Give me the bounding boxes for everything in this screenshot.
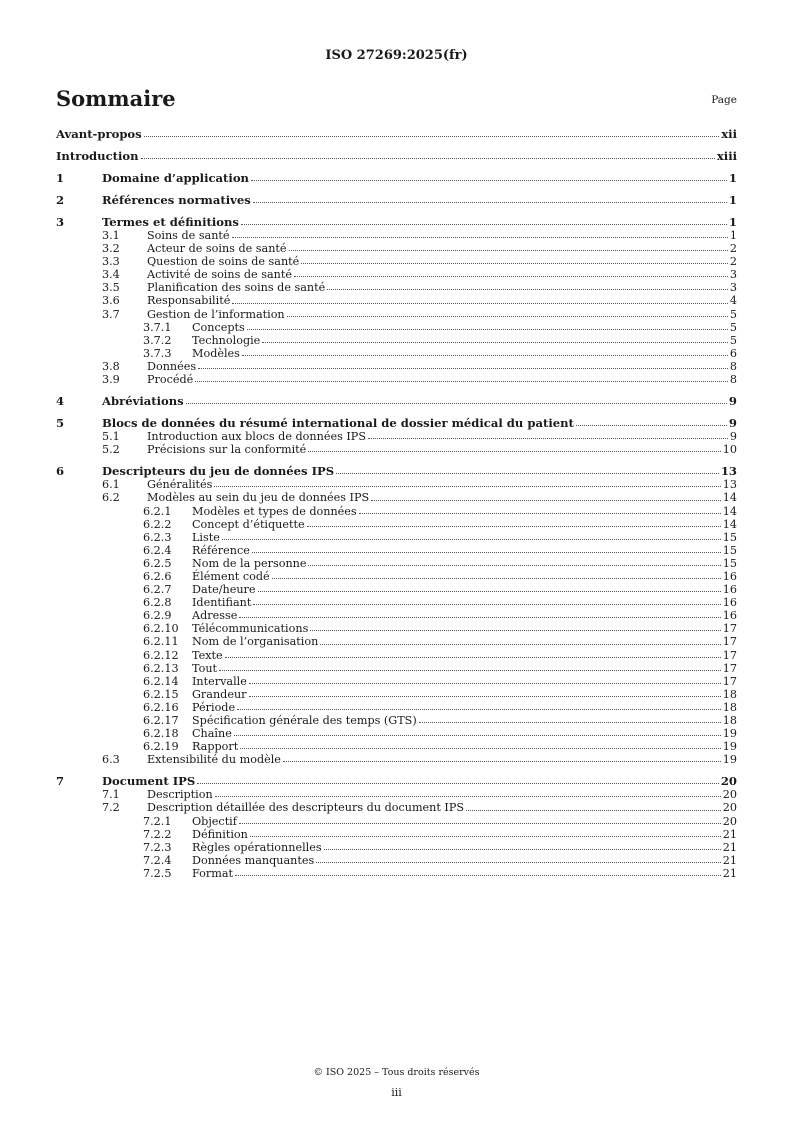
toc-entry-number: 6.2.3 — [143, 530, 172, 544]
dot-leader — [252, 552, 721, 553]
toc-entry-number: 3.9 — [102, 373, 120, 387]
toc-entry-number: 6.2.9 — [143, 609, 172, 623]
dot-leader — [308, 565, 720, 566]
toc-entry-title: Spécification générale des temps (GTS) — [192, 714, 417, 727]
toc-entry-title: Domaine d’application — [102, 171, 249, 185]
toc-entry-number: 7.2.1 — [143, 814, 172, 828]
toc-entry-number: 3.7.3 — [143, 346, 172, 360]
toc-entry-number: 6.2.13 — [143, 661, 179, 675]
toc-entry-title: Références normatives — [102, 193, 251, 207]
toc-entry-page: 5 — [729, 320, 737, 334]
toc-entry-number: 6.2.10 — [143, 622, 179, 636]
dot-leader — [308, 451, 720, 452]
toc-entry-page: 2 — [729, 242, 737, 256]
dot-leader — [237, 709, 721, 710]
toc-entry-title: Liste — [192, 530, 220, 544]
dot-leader — [144, 136, 720, 137]
toc-entry-number: 4 — [56, 394, 65, 409]
toc-entry[interactable] — [56, 229, 737, 242]
toc-entry-number: 6.2.15 — [143, 687, 179, 701]
toc-entry-number: 5.1 — [102, 430, 120, 444]
dot-leader — [371, 500, 721, 501]
dot-leader — [195, 381, 728, 382]
toc-entry-title: Soins de santé — [147, 229, 230, 242]
toc-entry-page: 14 — [722, 491, 737, 505]
dot-leader — [272, 578, 721, 579]
dot-leader — [327, 289, 728, 290]
toc-entry-number: 6.2.7 — [143, 583, 172, 597]
toc-entry-title: Description détaillée des descripteurs du document IPS — [147, 801, 465, 815]
dot-leader — [242, 355, 728, 356]
dot-leader — [294, 276, 728, 277]
dot-leader — [247, 329, 728, 330]
toc-entry[interactable] — [56, 416, 737, 430]
dot-leader — [197, 783, 719, 784]
toc-entry-number: 5.2 — [102, 443, 120, 457]
toc-entry-page: 19 — [722, 727, 737, 741]
toc-entry-title: Rapport — [192, 740, 239, 754]
toc-entry-page: 21 — [722, 853, 737, 867]
toc-entry-page: 20 — [722, 801, 737, 815]
toc-entry-number: 6.2 — [102, 491, 120, 505]
toc-entry-title: Nom de la personne — [192, 556, 307, 570]
toc-entry-page: 13 — [720, 464, 737, 479]
toc-entry[interactable] — [56, 215, 737, 229]
toc-entry-page: 20 — [720, 774, 737, 789]
toc-entry[interactable] — [56, 491, 737, 504]
toc-entry-title: Concept d’étiquette — [192, 517, 305, 531]
dot-leader — [241, 224, 727, 225]
toc-entry-title: Règles opérationnelles — [192, 840, 322, 854]
toc-entry-page: 5 — [729, 307, 737, 321]
footer-copyright: © ISO 2025 – Tous droits réservés — [313, 1067, 480, 1078]
toc-entry[interactable] — [56, 478, 737, 491]
toc-entry-title: Technologie — [192, 333, 261, 347]
toc-entry-page: 16 — [722, 596, 737, 610]
toc-entry[interactable] — [56, 609, 737, 622]
toc-entry-page: 21 — [722, 866, 737, 880]
dot-leader — [219, 670, 721, 671]
toc-entry-title: Descripteurs du jeu de données IPS — [102, 464, 335, 479]
toc-entry-number: 6.2.1 — [143, 504, 172, 518]
toc-entry[interactable] — [56, 740, 737, 753]
dot-leader — [359, 513, 721, 514]
toc-entry-number: 6.2.14 — [143, 674, 179, 688]
toc-entry[interactable] — [56, 171, 737, 185]
toc-entry-title: Texte — [192, 648, 223, 662]
toc-entry-page: 1 — [728, 171, 737, 185]
toc-entry-title: Document IPS — [102, 774, 196, 789]
toc-entry[interactable] — [56, 193, 737, 207]
toc-entry-page: 3 — [729, 281, 737, 295]
toc-entry-page: 1 — [728, 193, 737, 207]
toc-entry[interactable] — [56, 127, 737, 141]
toc-entry-title: Gestion de l’information — [147, 307, 285, 321]
toc-entry-page: 20 — [722, 788, 737, 802]
toc-entry-number: 6.2.11 — [143, 635, 179, 649]
toc-entry-page: 18 — [722, 687, 737, 701]
toc-entry-number: 7.2 — [102, 801, 120, 815]
toc-entry-number: 6.2.12 — [143, 648, 179, 662]
toc-entry-page: 15 — [722, 530, 737, 544]
toc-entry-title: Activité de soins de santé — [147, 268, 292, 282]
toc-entry-page: 16 — [722, 583, 737, 597]
toc-entry-page: 9 — [728, 394, 737, 409]
toc-entry-page: 18 — [722, 700, 737, 714]
dot-leader — [198, 368, 728, 369]
toc-entry-number: 6.2.19 — [143, 740, 179, 754]
toc-entry[interactable] — [56, 394, 737, 408]
toc-entry-title: Termes et définitions — [102, 215, 239, 229]
toc-entry-title: Données — [147, 359, 197, 373]
toc-entry-title: Précisions sur la conformité — [147, 443, 307, 457]
toc-entry-title: Télécommunications — [192, 622, 309, 636]
toc-entry-page: 1 — [729, 229, 737, 242]
toc-entry-title: Intervalle — [192, 674, 247, 688]
toc-entry-page: 9 — [729, 430, 737, 444]
toc-entry-page: 16 — [722, 569, 737, 583]
toc-entry-page: 1 — [728, 215, 737, 229]
toc-entry[interactable] — [56, 531, 737, 544]
toc-entry-number: 7.2.4 — [143, 853, 172, 867]
toc-entry-number: 3.4 — [102, 268, 120, 282]
toc-entry-number: 3.5 — [102, 281, 120, 295]
toc-entry-page: 17 — [722, 622, 737, 636]
toc-entry[interactable] — [56, 443, 737, 456]
toc-entry-title: Adresse — [192, 609, 238, 623]
toc-entry-title: Responsabilité — [147, 294, 231, 308]
toc-entry[interactable] — [56, 701, 737, 714]
toc-entry[interactable] — [56, 360, 737, 373]
dot-leader — [215, 796, 721, 797]
toc-entry[interactable] — [56, 268, 737, 281]
toc-entry-number: 3.7 — [102, 307, 120, 321]
dot-leader — [283, 761, 721, 762]
toc-entry[interactable] — [56, 544, 737, 557]
toc-entry-title: Objectif — [192, 814, 237, 828]
dot-leader — [419, 722, 721, 723]
dot-leader — [251, 180, 727, 181]
dot-leader — [289, 250, 728, 251]
table-of-contents — [56, 127, 737, 880]
toc-entry-page: xiii — [716, 149, 737, 163]
toc-entry-number: 6.2.8 — [143, 596, 172, 610]
toc-entry-title: Référence — [192, 543, 250, 557]
toc-entry-number: 7.1 — [102, 788, 120, 802]
toc-entry-number: 6 — [56, 464, 65, 479]
toc-entry-title: Extensibilité du modèle — [147, 753, 281, 767]
toc-entry-page: 9 — [728, 416, 737, 431]
footer-page-number: iii — [391, 1086, 402, 1099]
toc-entry-page: 21 — [722, 827, 737, 841]
dot-leader — [250, 836, 721, 837]
toc-entry-page: 18 — [722, 714, 737, 727]
toc-entry-title: Généralités — [147, 478, 213, 492]
toc-entry-title: Modèles et types de données — [192, 504, 357, 518]
toc-entry-number: 6.1 — [102, 478, 120, 492]
toc-entry-page: 15 — [722, 556, 737, 570]
toc-entry[interactable] — [56, 841, 737, 854]
toc-entry-title: Procédé — [147, 373, 194, 387]
dot-leader — [466, 810, 721, 811]
toc-entry[interactable] — [56, 347, 737, 360]
toc-entry-number: 3.6 — [102, 294, 120, 308]
toc-entry[interactable] — [56, 815, 737, 828]
toc-entry-title: Description — [147, 788, 213, 802]
toc-entry-number: 3.8 — [102, 359, 120, 373]
toc-entry[interactable] — [56, 867, 737, 880]
toc-entry-number: 6.2.16 — [143, 700, 179, 714]
dot-leader — [214, 486, 720, 487]
toc-entry[interactable] — [56, 464, 737, 478]
dot-leader — [141, 158, 715, 159]
toc-entry[interactable] — [56, 662, 737, 675]
toc-entry-title: Modèles au sein du jeu de données IPS — [147, 491, 370, 505]
dot-leader — [253, 604, 720, 605]
toc-entry-page: 6 — [729, 346, 737, 360]
page-column-label: Page — [711, 94, 737, 106]
toc-entry-number: 6.2.2 — [143, 517, 172, 531]
toc-entry-page: 3 — [729, 268, 737, 282]
dot-leader — [253, 202, 727, 203]
toc-entry[interactable] — [56, 430, 737, 443]
toc-entry-title: Élément codé — [192, 569, 270, 583]
toc-entry-page: 16 — [722, 609, 737, 623]
toc-entry-page: 5 — [729, 333, 737, 347]
toc-entry[interactable] — [56, 518, 737, 531]
dot-leader — [576, 425, 727, 426]
toc-entry-number: 2 — [56, 193, 65, 207]
dot-leader — [262, 342, 728, 343]
toc-entry-number: 6.2.6 — [143, 569, 172, 583]
toc-entry[interactable] — [56, 557, 737, 570]
toc-entry-number: 3.7.1 — [143, 320, 172, 334]
dot-leader — [301, 263, 728, 264]
dot-leader — [235, 875, 721, 876]
toc-entry[interactable] — [56, 334, 737, 347]
dot-leader — [239, 823, 721, 824]
toc-entry[interactable] — [56, 774, 737, 788]
toc-entry-number: 3 — [56, 215, 65, 229]
toc-entry-title: Définition — [192, 827, 248, 841]
dot-leader — [368, 438, 728, 439]
toc-entry-page: 17 — [722, 674, 737, 688]
dot-leader — [234, 735, 721, 736]
title-row — [56, 86, 737, 114]
dot-leader — [336, 473, 719, 474]
toc-entry[interactable] — [56, 294, 737, 307]
toc-entry-page: 17 — [722, 635, 737, 649]
dot-leader — [287, 316, 728, 317]
toc-entry-number: 6.2.17 — [143, 714, 179, 727]
toc-entry-number: 7.2.5 — [143, 866, 172, 880]
toc-entry[interactable] — [56, 242, 737, 255]
toc-entry[interactable] — [56, 373, 737, 386]
toc-entry-page: 20 — [722, 814, 737, 828]
toc-entry[interactable] — [56, 505, 737, 518]
toc-entry-title: Modèles — [192, 346, 240, 360]
toc-entry-page: 10 — [722, 443, 737, 457]
page-title: Sommaire — [56, 86, 176, 111]
toc-entry-number: 1 — [56, 171, 65, 185]
toc-entry-page: 17 — [722, 648, 737, 662]
toc-entry[interactable] — [56, 570, 737, 583]
dot-leader — [320, 644, 720, 645]
dot-leader — [232, 303, 728, 304]
toc-entry-page: 17 — [722, 661, 737, 675]
dot-leader — [310, 630, 720, 631]
toc-entry-page: 15 — [722, 543, 737, 557]
toc-entry-page: 14 — [722, 504, 737, 518]
toc-entry-title: Période — [192, 700, 236, 714]
toc-entry[interactable] — [56, 649, 737, 662]
toc-entry[interactable] — [56, 622, 737, 635]
toc-entry-page: 19 — [722, 740, 737, 754]
dot-leader — [222, 539, 721, 540]
toc-entry[interactable] — [56, 714, 737, 727]
toc-entry[interactable] — [56, 149, 737, 163]
toc-entry[interactable] — [56, 596, 737, 609]
toc-entry-title: Chaîne — [192, 727, 232, 741]
dot-leader — [240, 748, 720, 749]
toc-entry-number: 3.2 — [102, 242, 120, 256]
toc-entry[interactable] — [56, 727, 737, 740]
toc-entry-title: Données manquantes — [192, 853, 315, 867]
toc-entry-title: Abréviations — [102, 394, 184, 409]
toc-entry[interactable] — [56, 583, 737, 596]
toc-entry-title: Introduction aux blocs de données IPS — [147, 430, 366, 444]
dot-leader — [249, 683, 721, 684]
toc-entry-page: 8 — [729, 373, 737, 387]
toc-entry-title: Identifiant — [192, 596, 252, 610]
dot-leader — [324, 849, 721, 850]
dot-leader — [225, 657, 721, 658]
dot-leader — [258, 591, 721, 592]
toc-entry-title: Nom de l’organisation — [192, 635, 319, 649]
toc-entry[interactable] — [56, 675, 737, 688]
toc-entry-number: 6.2.18 — [143, 727, 179, 741]
toc-entry[interactable] — [56, 281, 737, 294]
toc-entry-page: 8 — [729, 359, 737, 373]
dot-leader — [249, 696, 721, 697]
toc-entry-title: Question de soins de santé — [147, 255, 300, 269]
toc-entry-title: Introduction — [56, 149, 139, 163]
toc-entry-number: 7.2.3 — [143, 840, 172, 854]
dot-leader — [232, 237, 728, 238]
toc-entry[interactable] — [56, 801, 737, 814]
toc-entry[interactable] — [56, 788, 737, 801]
toc-entry-page: 13 — [722, 478, 737, 492]
toc-entry[interactable] — [56, 854, 737, 867]
toc-entry-title: Date/heure — [192, 583, 256, 597]
dot-leader — [307, 526, 721, 527]
toc-entry-title: Avant-propos — [56, 127, 142, 141]
toc-entry-title: Grandeur — [192, 687, 247, 701]
toc-entry[interactable] — [56, 753, 737, 766]
document-header: ISO 27269:2025(fr) — [325, 48, 468, 63]
toc-entry-number: 3.1 — [102, 229, 120, 242]
toc-entry-title: Format — [192, 866, 234, 880]
toc-entry-page: 14 — [722, 517, 737, 531]
dot-leader — [186, 403, 727, 404]
toc-entry-page: 21 — [722, 840, 737, 854]
toc-entry-title: Acteur de soins de santé — [147, 242, 287, 256]
toc-entry-number: 6.2.4 — [143, 543, 172, 557]
toc-entry[interactable] — [56, 308, 737, 321]
dot-leader — [239, 617, 720, 618]
toc-entry[interactable] — [56, 828, 737, 841]
toc-entry-page: xii — [721, 127, 737, 141]
toc-entry-title: Concepts — [192, 320, 245, 334]
toc-entry-page: 19 — [722, 753, 737, 767]
toc-entry-number: 6.3 — [102, 753, 120, 767]
toc-entry-number: 3.3 — [102, 255, 120, 269]
toc-entry[interactable] — [56, 635, 737, 648]
toc-entry-number: 7 — [56, 774, 65, 789]
toc-entry-page: 2 — [729, 255, 737, 269]
toc-entry[interactable] — [56, 688, 737, 701]
toc-entry-title: Blocs de données du résumé international de dossier médical du patient — [102, 416, 574, 431]
toc-entry-number: 7.2.2 — [143, 827, 172, 841]
dot-leader — [316, 862, 721, 863]
toc-entry-number: 6.2.5 — [143, 556, 172, 570]
toc-entry[interactable] — [56, 321, 737, 334]
toc-entry-title: Tout — [192, 661, 218, 675]
toc-entry-title: Planification des soins de santé — [147, 281, 326, 295]
toc-entry[interactable] — [56, 255, 737, 268]
toc-entry-number: 3.7.2 — [143, 333, 172, 347]
toc-entry-number: 5 — [56, 416, 65, 431]
toc-entry-page: 4 — [729, 294, 737, 308]
